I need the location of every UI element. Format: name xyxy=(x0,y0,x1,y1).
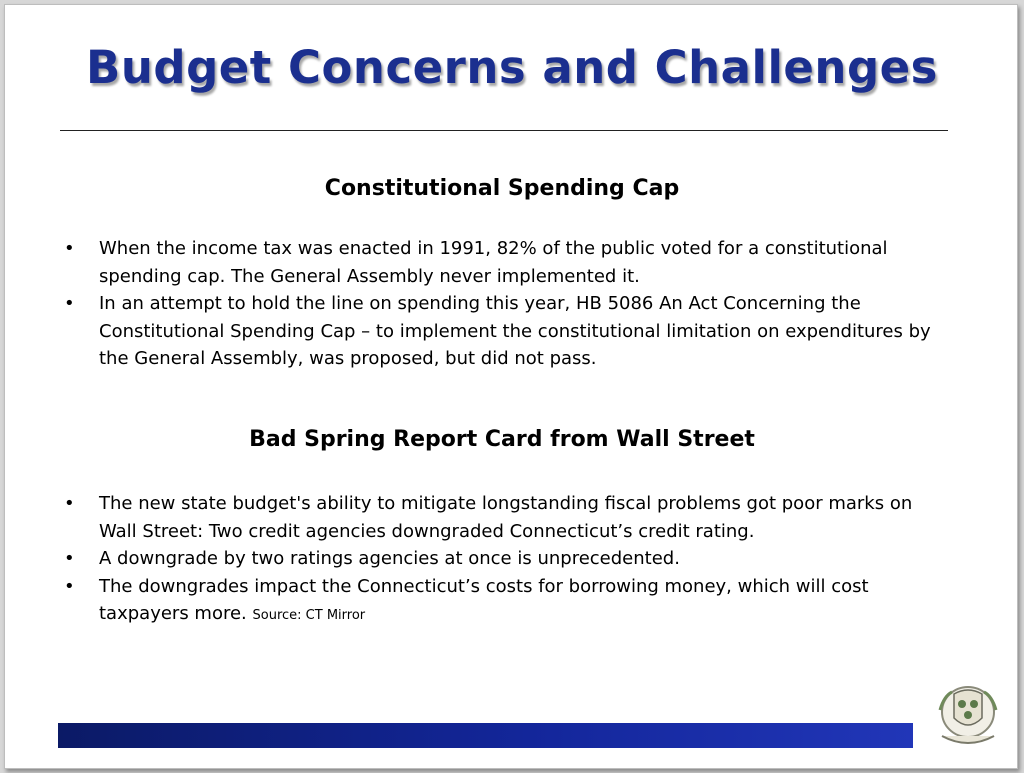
bullet-icon: • xyxy=(64,493,75,514)
bullet-text: The new state budget's ability to mitigate longstanding fiscal problems got poor marks on Wall Street: Two credit agencies downgraded Connecticut’s credit rating. xyxy=(99,493,913,542)
slide xyxy=(4,4,1018,769)
list-item xyxy=(64,573,934,630)
spending-cap-bullet-list xyxy=(64,235,934,373)
slide-title: Budget Concerns and Challenges xyxy=(86,41,938,94)
source-citation: Source: CT Mirror xyxy=(252,608,366,623)
bullet-icon: • xyxy=(64,238,75,259)
bullet-icon: • xyxy=(64,548,75,569)
bullet-text: When the income tax was enacted in 1991, 82% of the public voted for a constitutional spending cap. The General Assembly never implemented it. xyxy=(99,238,888,287)
list-item xyxy=(64,290,934,373)
connecticut-state-seal-icon xyxy=(934,680,1002,752)
footer-bar xyxy=(58,723,913,748)
bullet-text: The downgrades impact the Connecticut’s costs for borrowing money, which will cost taxpayers more. xyxy=(99,575,869,624)
section-heading-report-card: Bad Spring Report Card from Wall Street xyxy=(249,427,755,452)
bullet-text: In an attempt to hold the line on spending this year, HB 5086 An Act Concerning the Constitutional Spending Cap – to implement the constitutional limitation on expenditures by the General Assembly, was proposed, but did not pass. xyxy=(99,293,931,369)
title-divider xyxy=(60,130,948,131)
list-item xyxy=(64,235,934,290)
list-item xyxy=(64,545,934,573)
bullet-text: A downgrade by two ratings agencies at once is unprecedented. xyxy=(99,548,680,569)
list-item xyxy=(64,490,934,545)
section-heading-spending-cap: Constitutional Spending Cap xyxy=(324,176,680,201)
bullet-icon: • xyxy=(64,575,75,597)
bullet-icon: • xyxy=(64,293,75,314)
report-card-bullet-list xyxy=(64,490,934,630)
